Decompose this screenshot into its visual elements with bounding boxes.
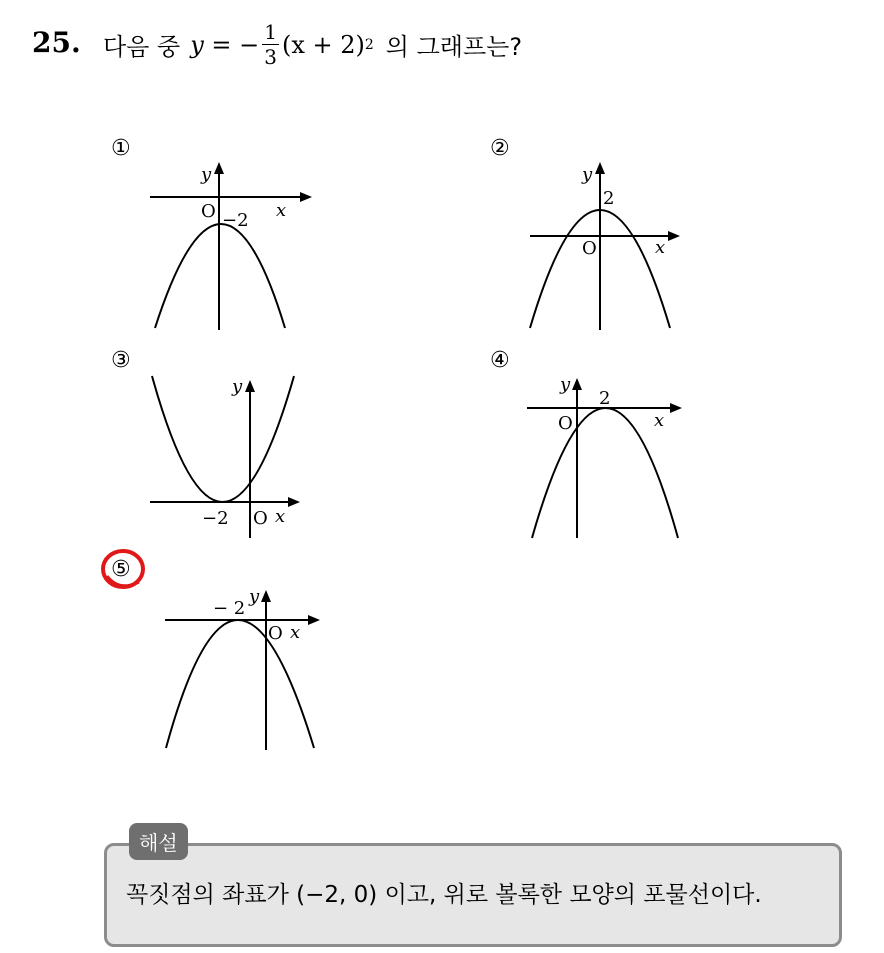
axis-x-label: x (275, 506, 286, 527)
question-suffix: 의 그래프는? (385, 33, 523, 61)
axis-y-label: y (201, 164, 212, 185)
origin-label: O (558, 413, 573, 434)
axis-x-label: x (654, 410, 665, 431)
option-2-label[interactable]: ② (490, 136, 510, 161)
fraction-denominator: 3 (264, 45, 277, 69)
option-3-label[interactable]: ③ (111, 348, 131, 373)
option-1-label[interactable]: ① (111, 136, 131, 161)
value-label: − 2 (213, 598, 246, 619)
axis-y-label: y (249, 586, 260, 607)
origin-label: O (201, 201, 216, 222)
option-5-label[interactable]: ⑤ (111, 557, 131, 582)
value-label: −2 (202, 508, 229, 529)
question-exponent: 2 (364, 36, 374, 53)
explanation-text: 꼭짓점의 좌표가 (−2, 0) 이고, 위로 볼록한 모양의 포물선이다. (126, 882, 762, 908)
option-1-graph[interactable] (140, 150, 320, 335)
option-4-graph[interactable] (522, 370, 702, 545)
axis-y-label: y (582, 164, 593, 185)
option-4-label[interactable]: ④ (490, 348, 510, 373)
value-label: −2 (222, 210, 249, 231)
origin-label: O (582, 238, 597, 259)
question-text (103, 22, 522, 67)
option-3-graph[interactable] (140, 370, 320, 540)
explanation-tag: 해설 (129, 823, 188, 860)
axis-x-label: x (290, 622, 301, 643)
question-lhs: y = − (190, 30, 260, 59)
axis-x-label: x (276, 200, 287, 221)
option-5-graph[interactable] (160, 580, 340, 755)
axis-x-label: x (655, 237, 666, 258)
origin-label: O (253, 508, 268, 529)
axis-y-label: y (560, 374, 571, 395)
fraction-numerator: 1 (264, 20, 277, 44)
option-2-graph[interactable] (525, 150, 705, 335)
question-rhs: (x + 2) (281, 30, 365, 59)
axis-y-label: y (232, 376, 243, 397)
value-label: 2 (603, 188, 615, 209)
question-fraction (262, 22, 279, 67)
value-label: 2 (599, 388, 611, 409)
question-prefix: 다음 중 (103, 33, 181, 61)
question-number: 25. (32, 26, 81, 59)
origin-label: O (268, 623, 283, 644)
